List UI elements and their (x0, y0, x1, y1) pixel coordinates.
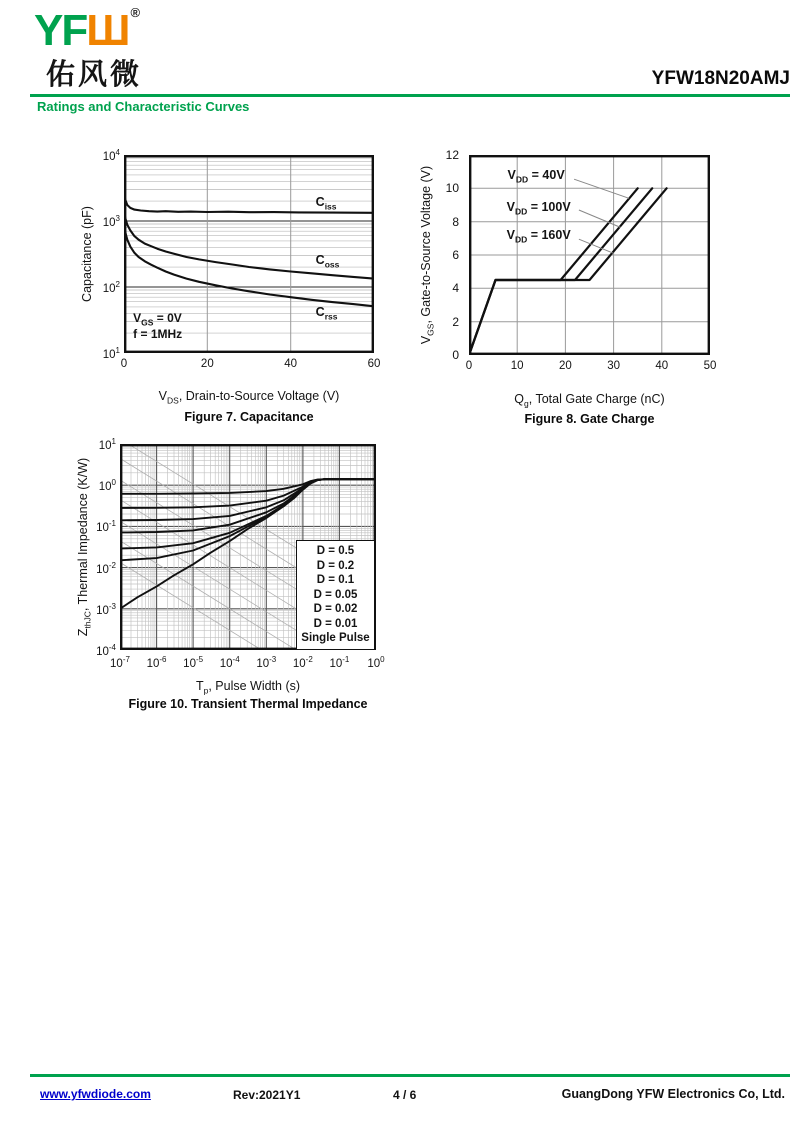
fig7-series-label: $C_{oss}$ (315, 253, 340, 270)
fig10-x-tick-label: $10^{-2}$ (292, 655, 313, 670)
fig10-y-tick-label: $10^1$ (98, 437, 116, 452)
fig10-y-tick-label: $10^{-3}$ (96, 601, 116, 617)
website-link[interactable]: www.yfwdiode.com (40, 1087, 151, 1101)
fig10-x-tick-label: $10^{-4}$ (219, 655, 240, 670)
logo-text-green: YF (34, 6, 87, 55)
fig8-y-tick-label: 4 (452, 281, 459, 296)
fig10-legend-item: D = 0.01 (313, 617, 358, 630)
fig8-x-tick-label: 50 (703, 360, 717, 372)
fig10-x-tick-label: $10^{-7}$ (110, 655, 130, 670)
fig10-x-tick-label: $10^{-5}$ (183, 655, 204, 670)
fig10-legend-item: Single Pulse (301, 632, 370, 645)
fig8-series-label: $V_{DD} = 100V$ (506, 199, 571, 216)
fig10-legend-item: D = 0.02 (313, 603, 358, 616)
logo-chinese-text: 佑风微 (46, 59, 143, 91)
fig8-series-label: $V_{DD} = 40V$ (507, 167, 565, 185)
fig10-y-tick-label: $10^{-2}$ (96, 560, 116, 576)
fig10-x-tick-label: $10^{-3}$ (256, 655, 277, 670)
fig8-x-tick-label: 0 (465, 360, 473, 372)
fig7-x-tick-label: 0 (120, 358, 128, 370)
fig8-x-axis-label: $Q_g$, Total Gate Charge (nC) (514, 392, 665, 409)
fig7-series-label: $C_{rss}$ (315, 305, 338, 322)
fig10-x-axis-label: $T_p$, Pulse Width (s) (195, 679, 301, 696)
fig10-caption: Figure 10. Transient Thermal Impedance (128, 697, 368, 711)
part-number: YFW18N20AMJ (651, 68, 790, 89)
fig8-y-tick-label: 2 (452, 314, 459, 329)
fig10-legend-item: D = 0.05 (313, 588, 358, 601)
fig10-y-axis-label: $Z_{thJC}$, Thermal Impedance (K/W) (75, 457, 93, 637)
registered-trademark-symbol: ® (130, 5, 141, 20)
fig10-x-tick-label: $10^{-1}$ (329, 655, 350, 670)
fig10-y-tick-label: $10^0$ (98, 478, 116, 494)
fig7-series-label: $C_{iss}$ (315, 195, 337, 212)
yfw-logo (34, 6, 140, 53)
fig10-legend (296, 540, 375, 650)
fig7-x-tick-label: 20 (200, 358, 214, 370)
fig7-y-tick-label: $10^1$ (102, 346, 120, 361)
company-name: GuangDong YFW Electronics Co, Ltd. (561, 1087, 785, 1101)
footer-divider-line (30, 1074, 790, 1077)
fig8-x-tick-label: 30 (607, 360, 620, 372)
fig7-y-tick-label: $10^2$ (102, 280, 120, 295)
fig7-annotation: f = 1MHz (133, 327, 183, 342)
fig8-x-tick-label: 10 (510, 360, 524, 372)
fig7-annotation: $V_{GS} = 0V$ (133, 310, 182, 328)
page-number: 4 / 6 (393, 1088, 417, 1102)
fig7-caption: Figure 7. Capacitance (184, 410, 314, 424)
logo-text-orange: Ш (86, 6, 129, 55)
fig10-y-tick-label: $10^{-1}$ (96, 519, 116, 535)
fig7-x-tick-label: 60 (367, 358, 381, 370)
fig10-y-tick-label: $10^{-4}$ (96, 643, 116, 658)
fig8-caption: Figure 8. Gate Charge (524, 412, 655, 426)
fig10-x-tick-label: $10^0$ (367, 655, 385, 670)
fig10-legend-item: D = 0.5 (316, 544, 355, 557)
fig8-y-tick-label: 10 (445, 181, 459, 196)
fig8-y-tick-label: 8 (452, 214, 459, 229)
fig10-legend-item: D = 0.2 (316, 559, 355, 572)
fig10-x-tick-label: $10^{-6}$ (146, 655, 167, 670)
fig10-legend-item: D = 0.1 (316, 574, 355, 587)
revision-label: Rev:2021Y1 (233, 1088, 301, 1102)
fig8-x-tick-label: 20 (558, 360, 572, 372)
fig8-y-tick-label: 6 (452, 248, 459, 262)
fig7-y-tick-label: $10^4$ (102, 148, 120, 163)
section-title: Ratings and Characteristic Curves (37, 99, 250, 114)
fig8-x-tick-label: 40 (655, 360, 669, 372)
fig8-y-tick-label: 12 (445, 148, 459, 162)
fig8-plot-area (469, 155, 710, 355)
fig8-series-label: $V_{DD} = 160V$ (506, 227, 571, 245)
fig7-y-tick-label: $10^3$ (102, 214, 120, 229)
fig7-x-axis-label: $V_{DS}$, Drain-to-Source Voltage (V) (158, 389, 340, 406)
fig7-x-tick-label: 40 (284, 358, 298, 370)
fig8-y-axis-label: $V_{GS}$, Gate-to-Source Voltage (V) (418, 165, 436, 345)
fig7-y-axis-label: Capacitance (pF) (80, 206, 94, 302)
header-divider-line (30, 94, 790, 97)
fig8-y-tick-label: 0 (452, 348, 459, 362)
